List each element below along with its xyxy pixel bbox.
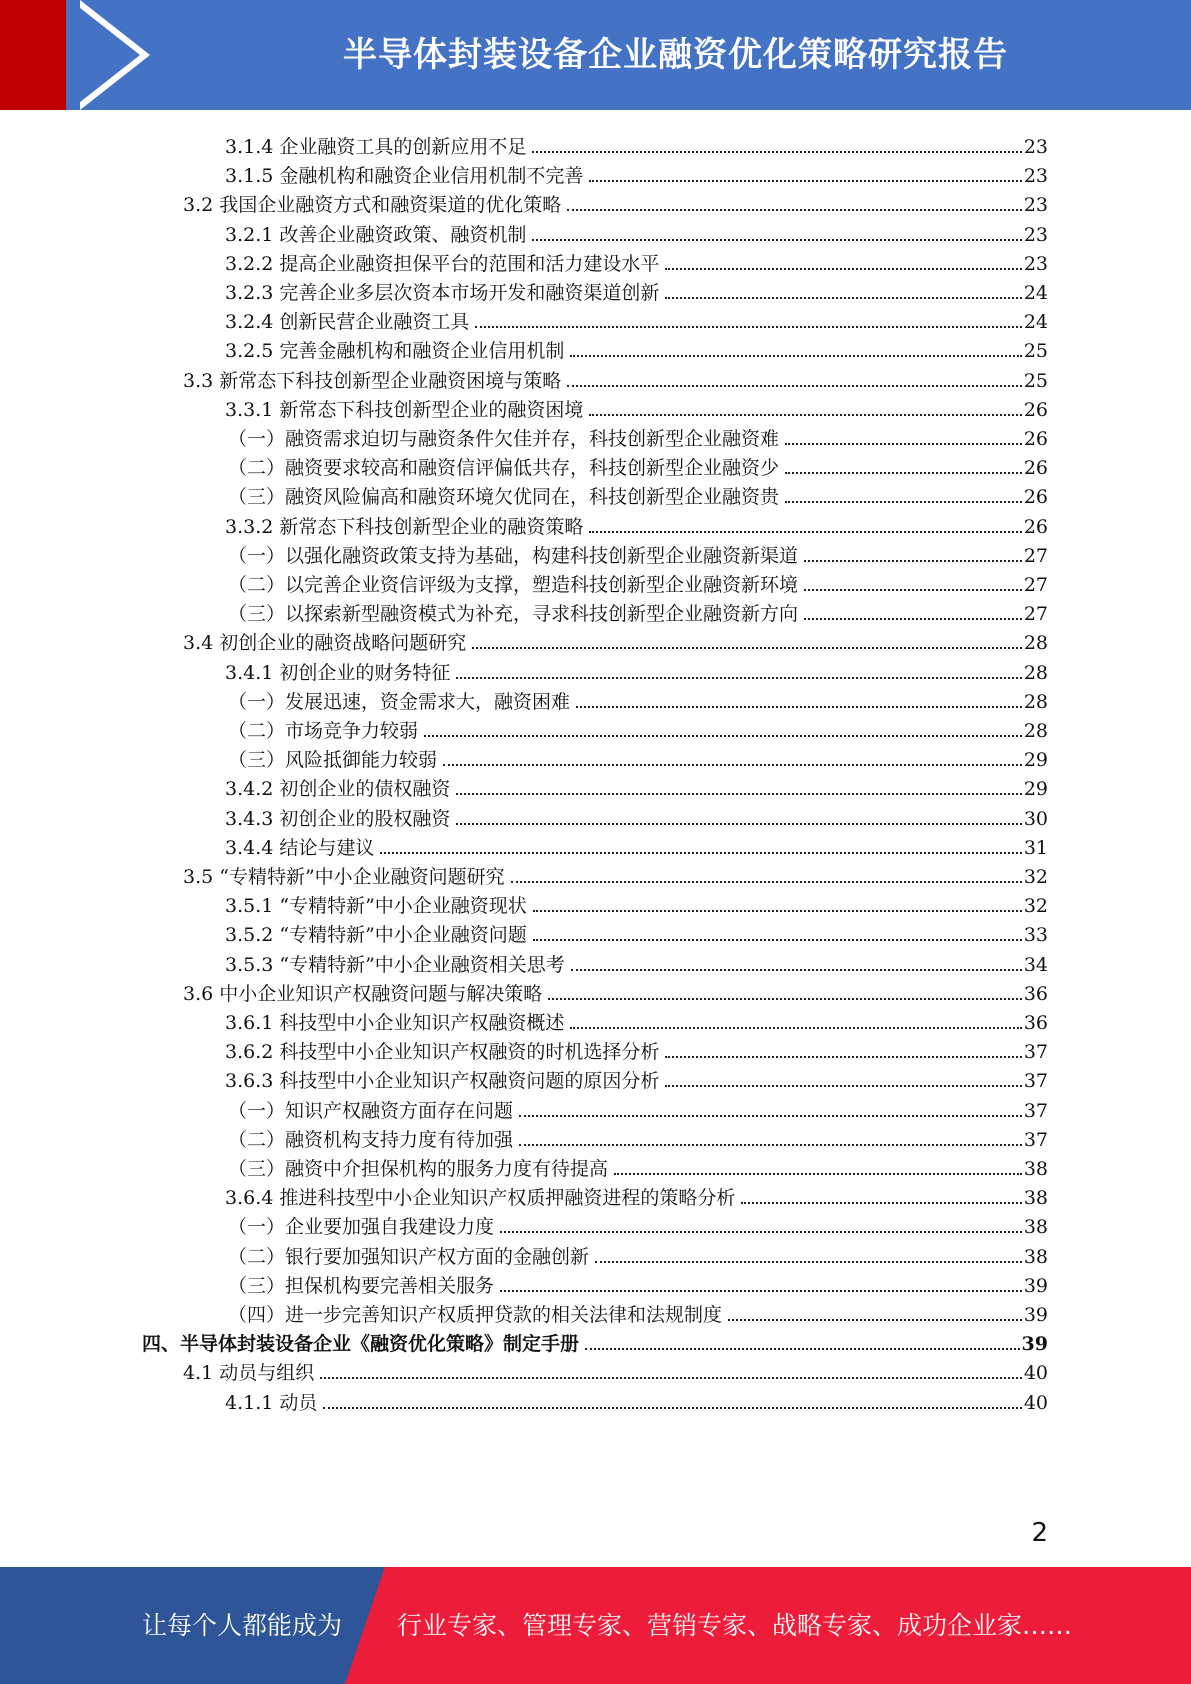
header-red-block: [0, 0, 66, 110]
toc-entry[interactable]: [225, 273, 1048, 304]
toc-entry[interactable]: [228, 448, 1048, 479]
toc-entry-label: 3.4.4 结论与建议: [225, 836, 375, 859]
toc-entry-label: （一）发展迅速，资金需求大，融资困难: [228, 690, 571, 713]
toc-entry[interactable]: [183, 1353, 1048, 1384]
toc-entry-label: 3.3 新常态下科技创新型企业融资困境与策略: [183, 369, 562, 392]
toc-entry-page: 38: [1023, 1158, 1048, 1180]
toc-entry[interactable]: [228, 1149, 1048, 1180]
toc-leader-dots: [728, 1319, 1022, 1321]
toc-leader-dots: [456, 823, 1021, 825]
toc-entry[interactable]: [228, 1120, 1048, 1151]
toc-entry[interactable]: [228, 682, 1048, 713]
toc-entry-page: 40: [1023, 1362, 1048, 1385]
toc-entry-page: 29: [1023, 778, 1048, 801]
toc-entry[interactable]: [228, 419, 1048, 450]
toc-leader-dots: [589, 531, 1021, 533]
toc-leader-dots: [533, 939, 1022, 941]
toc-entry-page: 40: [1023, 1391, 1048, 1414]
toc-leader-dots: [456, 677, 1021, 679]
toc-leader-dots: [785, 443, 1022, 445]
toc-entry[interactable]: [225, 1061, 1048, 1092]
toc-entry[interactable]: [228, 1266, 1048, 1297]
toc-entry-label: （一）企业要加强自我建设力度: [228, 1216, 495, 1239]
toc-entry-page: 39: [1023, 1304, 1048, 1326]
toc-entry[interactable]: [225, 769, 1048, 800]
toc-entry-page: 37: [1023, 1128, 1048, 1151]
toc-entry-label: 3.5.2 “专精特新”中小企业融资问题: [225, 924, 527, 947]
toc-entry-label: 4.1.1 动员: [225, 1391, 318, 1414]
footer-slogan-left: 让每个人都能成为: [142, 1611, 343, 1640]
toc-entry-label: （三）以探索新型融资模式为补充，寻求科技创新型企业融资新方向: [228, 603, 799, 626]
toc-leader-dots: [475, 326, 1021, 328]
toc-entry-page: 29: [1023, 749, 1048, 772]
toc-entry[interactable]: [225, 507, 1048, 538]
toc-leader-dots: [323, 1407, 1021, 1409]
toc-leader-dots: [570, 355, 1021, 357]
toc-leader-dots: [424, 735, 1022, 737]
toc-entry-label: 四、半导体封装设备企业《融资优化策略》制定手册: [142, 1333, 580, 1356]
toc-entry-label: 3.5.1 “专精特新”中小企业融资现状: [225, 895, 527, 918]
toc-leader-dots: [500, 1231, 1022, 1233]
toc-entry-label: 3.6.1 科技型中小企业知识产权融资概述: [225, 1012, 565, 1034]
toc-leader-dots: [511, 881, 1022, 883]
toc-entry[interactable]: [183, 623, 1048, 654]
toc-entry-page: 33: [1023, 924, 1048, 947]
toc-entry-page: 38: [1023, 1245, 1048, 1268]
toc-entry-page: 27: [1023, 603, 1048, 626]
toc-leader-dots: [571, 969, 1022, 971]
toc-entry-label: （三）融资中介担保机构的服务力度有待提高: [228, 1158, 609, 1180]
toc-entry-page: 37: [1023, 1070, 1048, 1093]
toc-leader-dots: [804, 560, 1022, 562]
toc-entry[interactable]: [225, 653, 1048, 684]
toc-entry-label: （四）进一步完善知识产权质押贷款的相关法律和法规制度: [228, 1304, 723, 1326]
toc-entry[interactable]: [228, 536, 1048, 567]
toc-entry-label: 3.2 我国企业融资方式和融资渠道的优化策略: [183, 194, 562, 217]
toc-entry-label: 3.1.4 企业融资工具的创新应用不足: [225, 136, 527, 158]
toc-entry-label: 3.2.3 完善企业多层次资本市场开发和融资渠道创新: [225, 282, 660, 304]
toc-entry-label: 3.6 中小企业知识产权融资问题与解决策略: [183, 982, 543, 1005]
toc-leader-dots: [665, 297, 1021, 299]
toc-leader-dots: [532, 239, 1021, 241]
toc-entry[interactable]: [225, 828, 1048, 859]
toc-entry-page: 23: [1023, 165, 1048, 188]
toc-entry-label: 3.1.5 金融机构和融资企业信用机制不完善: [225, 165, 584, 188]
toc-entry-label: 3.4 初创企业的融资战略问题研究: [183, 632, 467, 655]
toc-entry-label: 3.2.2 提高企业融资担保平台的范围和活力建设水平: [225, 252, 660, 275]
toc-entry-page: 39: [1023, 1274, 1048, 1297]
toc-entry-label: 3.3.2 新常态下科技创新型企业的融资策略: [225, 515, 584, 538]
toc-entry[interactable]: [225, 1383, 1048, 1414]
toc-entry-page: 24: [1023, 282, 1048, 304]
toc-entry[interactable]: [225, 244, 1048, 275]
toc-leader-dots: [380, 852, 1021, 854]
toc-entry[interactable]: [228, 1237, 1048, 1268]
toc-leader-dots: [519, 1144, 1022, 1146]
toc-leader-dots: [443, 764, 1022, 766]
toc-leader-dots: [804, 589, 1022, 591]
toc-entry[interactable]: [225, 390, 1048, 421]
toc-entry[interactable]: [225, 331, 1048, 362]
toc-entry-label: 4.1 动员与组织: [183, 1362, 315, 1385]
toc-entry-page: 32: [1023, 895, 1048, 918]
page-number: 2: [1031, 1518, 1048, 1548]
toc-leader-dots: [595, 1261, 1022, 1263]
toc-entry-page: 28: [1023, 661, 1048, 684]
toc-entry-label: （二）以完善企业资信评级为支撑，塑造科技创新型企业融资新环境: [228, 574, 799, 596]
report-title: 半导体封装设备企业融资优化策略研究报告: [343, 35, 1008, 75]
toc-entry-label: （二）融资机构支持力度有待加强: [228, 1128, 514, 1151]
toc-entry-label: 3.2.4 创新民营企业融资工具: [225, 311, 470, 334]
toc-entry-page: 28: [1023, 690, 1048, 713]
toc-leader-dots: [532, 151, 1021, 153]
toc-entry[interactable]: [228, 594, 1048, 625]
toc-entry-page: 30: [1023, 807, 1048, 830]
toc-entry-label: （三）风险抵御能力较弱: [228, 749, 438, 772]
toc-leader-dots: [320, 1377, 1022, 1379]
toc-entry[interactable]: [225, 1003, 1048, 1034]
toc-entry-page: 36: [1023, 1012, 1048, 1034]
toc-entry[interactable]: [228, 711, 1048, 742]
toc-entry[interactable]: [225, 1032, 1048, 1063]
toc-entry[interactable]: [225, 799, 1048, 830]
toc-leader-dots: [548, 998, 1022, 1000]
toc-entry[interactable]: [225, 915, 1048, 946]
toc-entry-label: （三）融资风险偏高和融资环境欠优同在，科技创新型企业融资贵: [228, 486, 780, 509]
toc-entry[interactable]: [225, 886, 1048, 917]
toc-entry-label: 3.5.3 “专精特新”中小企业融资相关思考: [225, 953, 565, 976]
toc-entry-label: 3.2.1 改善企业融资政策、融资机制: [225, 223, 527, 246]
toc-leader-dots: [533, 910, 1022, 912]
toc-leader-dots: [585, 1348, 1020, 1350]
toc-entry[interactable]: [225, 945, 1048, 976]
toc-entry-page: 26: [1023, 457, 1048, 480]
toc-entry-label: 3.4.2 初创企业的债权融资: [225, 778, 451, 801]
toc-entry[interactable]: [228, 477, 1048, 508]
toc-entry-page: 26: [1023, 428, 1048, 450]
toc-leader-dots: [785, 472, 1022, 474]
toc-entry-page: 26: [1023, 515, 1048, 538]
toc-entry-label: （二）市场竞争力较弱: [228, 720, 419, 742]
toc-entry-page: 26: [1023, 486, 1048, 509]
toc-leader-dots: [576, 706, 1022, 708]
toc-entry[interactable]: [183, 857, 1048, 888]
toc-entry-label: 3.5 “专精特新”中小企业融资问题研究: [183, 866, 505, 888]
toc-entry[interactable]: [228, 1295, 1048, 1326]
toc-entry[interactable]: [228, 1091, 1048, 1122]
toc-entry-page: 28: [1023, 632, 1048, 655]
toc-leader-dots: [570, 1027, 1021, 1029]
toc-leader-dots: [456, 793, 1021, 795]
toc-entry[interactable]: [225, 302, 1048, 333]
toc-entry-label: （二）银行要加强知识产权方面的金融创新: [228, 1245, 590, 1268]
toc-entry-page: 36: [1023, 982, 1048, 1005]
toc-entry-label: 3.4.3 初创企业的股权融资: [225, 807, 451, 830]
page-header: [0, 0, 1191, 110]
toc-entry-page: 24: [1023, 311, 1048, 334]
toc-leader-dots: [785, 501, 1022, 503]
toc-entry-page: 23: [1023, 194, 1048, 217]
toc-entry-page: 23: [1023, 136, 1048, 158]
footer-slogan-right: 行业专家、管理专家、营销专家、战略专家、成功企业家……: [397, 1611, 1073, 1640]
toc-entry-label: （一）以强化融资政策支持为基础，构建科技创新型企业融资新渠道: [228, 544, 799, 567]
toc-leader-dots: [519, 1115, 1022, 1117]
toc-leader-dots: [804, 618, 1022, 620]
toc-entry[interactable]: [225, 1178, 1048, 1209]
toc-entry-label: 3.6.4 推进科技型中小企业知识产权质押融资进程的策略分析: [225, 1187, 736, 1210]
toc-leader-dots: [741, 1202, 1021, 1204]
toc-entry[interactable]: [225, 127, 1048, 158]
toc-entry-label: （一）知识产权融资方面存在问题: [228, 1099, 514, 1122]
toc-entry[interactable]: [142, 1324, 1048, 1355]
toc-entry[interactable]: [228, 740, 1048, 771]
footer-blue-slant: [345, 1567, 385, 1684]
toc-entry-page: 31: [1023, 836, 1048, 859]
toc-entry-page: 23: [1023, 223, 1048, 246]
toc-leader-dots: [614, 1173, 1022, 1175]
toc-leader-dots: [665, 1085, 1021, 1087]
toc-entry-label: 3.4.1 初创企业的财务特征: [225, 661, 451, 684]
toc-entry[interactable]: [228, 565, 1048, 596]
toc-entry[interactable]: [183, 974, 1048, 1005]
toc-entry[interactable]: [183, 361, 1048, 392]
toc-entry-page: 25: [1023, 340, 1048, 363]
toc-leader-dots: [665, 1056, 1021, 1058]
toc-entry-page: 26: [1023, 398, 1048, 421]
toc-entry-page: 38: [1023, 1187, 1048, 1210]
toc-entry-page: 28: [1023, 720, 1048, 742]
toc-entry[interactable]: [225, 215, 1048, 246]
toc-entry-label: 3.6.3 科技型中小企业知识产权融资问题的原因分析: [225, 1070, 660, 1093]
toc-entry-page: 38: [1023, 1216, 1048, 1239]
toc-entry-page: 34: [1023, 953, 1048, 976]
toc-entry-label: 3.2.5 完善金融机构和融资企业信用机制: [225, 340, 565, 363]
toc-leader-dots: [567, 385, 1022, 387]
toc-entry[interactable]: [225, 156, 1048, 187]
toc-entry-page: 25: [1023, 369, 1048, 392]
page-footer: [0, 1567, 1191, 1684]
toc-entry-label: （三）担保机构要完善相关服务: [228, 1274, 495, 1297]
toc-entry-page: 23: [1023, 252, 1048, 275]
toc-entry-page: 32: [1023, 866, 1048, 888]
toc-entry[interactable]: [183, 185, 1048, 216]
toc-entry-page: 37: [1023, 1041, 1048, 1064]
toc-leader-dots: [589, 414, 1021, 416]
toc-entry-page: 37: [1023, 1099, 1048, 1122]
toc-entry-label: （二）融资要求较高和融资信评偏低共存，科技创新型企业融资少: [228, 457, 780, 480]
toc-leader-dots: [500, 1290, 1022, 1292]
toc-leader-dots: [567, 209, 1022, 211]
toc-entry-label: （一）融资需求迫切与融资条件欠佳并存，科技创新型企业融资难: [228, 428, 780, 450]
toc-entry-label: 3.6.2 科技型中小企业知识产权融资的时机选择分析: [225, 1041, 660, 1064]
toc-entry-label: 3.3.1 新常态下科技创新型企业的融资困境: [225, 398, 584, 421]
toc-leader-dots: [472, 647, 1022, 649]
toc-leader-dots: [589, 180, 1021, 182]
toc-entry-page: 27: [1023, 544, 1048, 567]
toc-entry-page: 39: [1021, 1333, 1048, 1356]
toc-leader-dots: [665, 268, 1021, 270]
toc-entry-page: 27: [1023, 574, 1048, 596]
toc-entry[interactable]: [228, 1207, 1048, 1238]
header-chevron-inner: [70, 0, 140, 110]
